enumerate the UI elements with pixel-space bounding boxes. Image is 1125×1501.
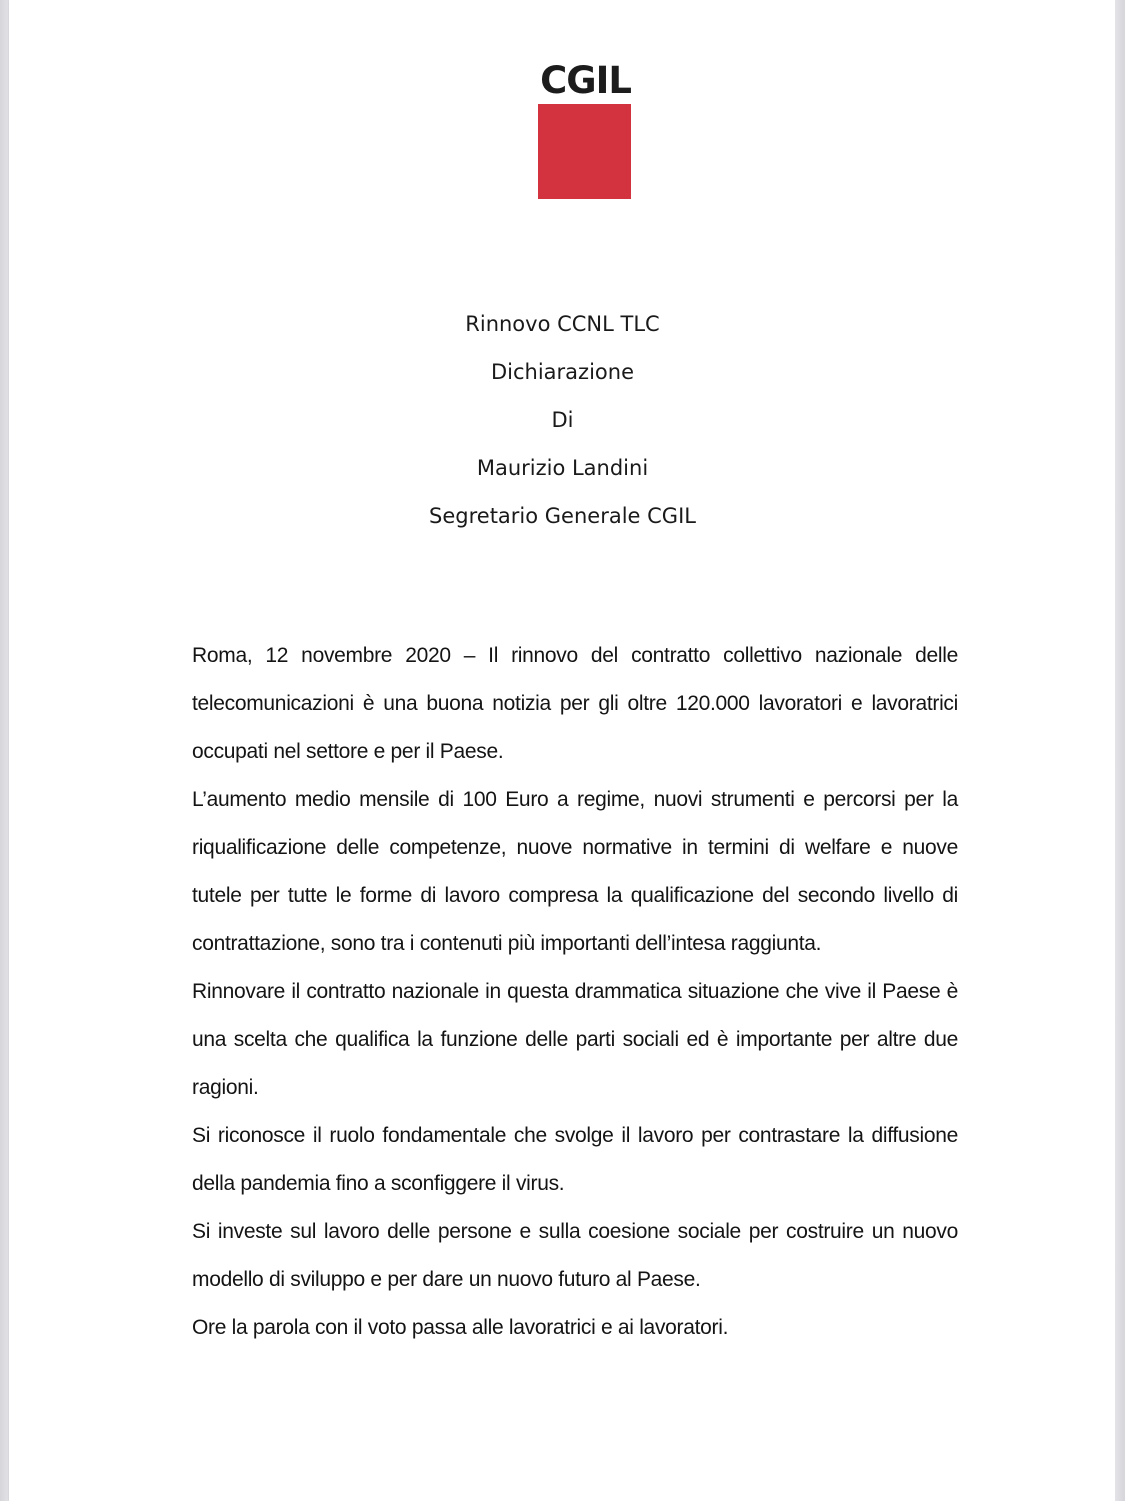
heading-author: Maurizio Landini bbox=[476, 456, 649, 480]
document-body bbox=[192, 632, 958, 1352]
paragraph-closing: Ore la parola con il voto passa alle lavoratrici e ai lavoratori. bbox=[192, 1316, 729, 1339]
heading-by: Di bbox=[551, 408, 574, 432]
paragraph-reason-two: Si investe sul lavoro delle persone e sulla coesione sociale per costruire un nuovo modello di sviluppo e per dare un nuovo futuro al Paese. bbox=[192, 1220, 958, 1291]
logo-red-square bbox=[538, 104, 631, 199]
viewer-edge-right bbox=[1115, 0, 1125, 1501]
viewer-edge-left bbox=[0, 0, 9, 1501]
logo-text: CGIL bbox=[540, 59, 631, 102]
paragraph-intro: Roma, 12 novembre 2020 – Il rinnovo del contratto collettivo nazionale delle telecomunicazioni è una buona notizia per gli oltre 120.000 lavoratori e lavoratrici occupati nel settore e per il Paese. bbox=[192, 644, 958, 763]
document-heading bbox=[0, 300, 1125, 540]
heading-role: Segretario Generale CGIL bbox=[429, 504, 696, 528]
heading-title: Rinnovo CCNL TLC bbox=[465, 312, 660, 336]
paragraph-contents: L’aumento medio mensile di 100 Euro a regime, nuovi strumenti e percorsi per la riqualificazione delle competenze, nuove normative in termini di welfare e nuove tutele per tutte le forme di lavoro compresa la qualificazione del secondo livello di contrattazione, sono tra i contenuti più importanti dell’intesa raggiunta. bbox=[192, 788, 958, 955]
heading-type: Dichiarazione bbox=[490, 360, 634, 384]
paragraph-reason-one: Si riconosce il ruolo fondamentale che svolge il lavoro per contrastare la diffusione della pandemia fino a sconfiggere il virus. bbox=[192, 1124, 958, 1195]
paragraph-renewal: Rinnovare il contratto nazionale in questa drammatica situazione che vive il Paese è una scelta che qualifica la funzione delle parti sociali ed è importante per altre due ragioni. bbox=[192, 980, 958, 1099]
